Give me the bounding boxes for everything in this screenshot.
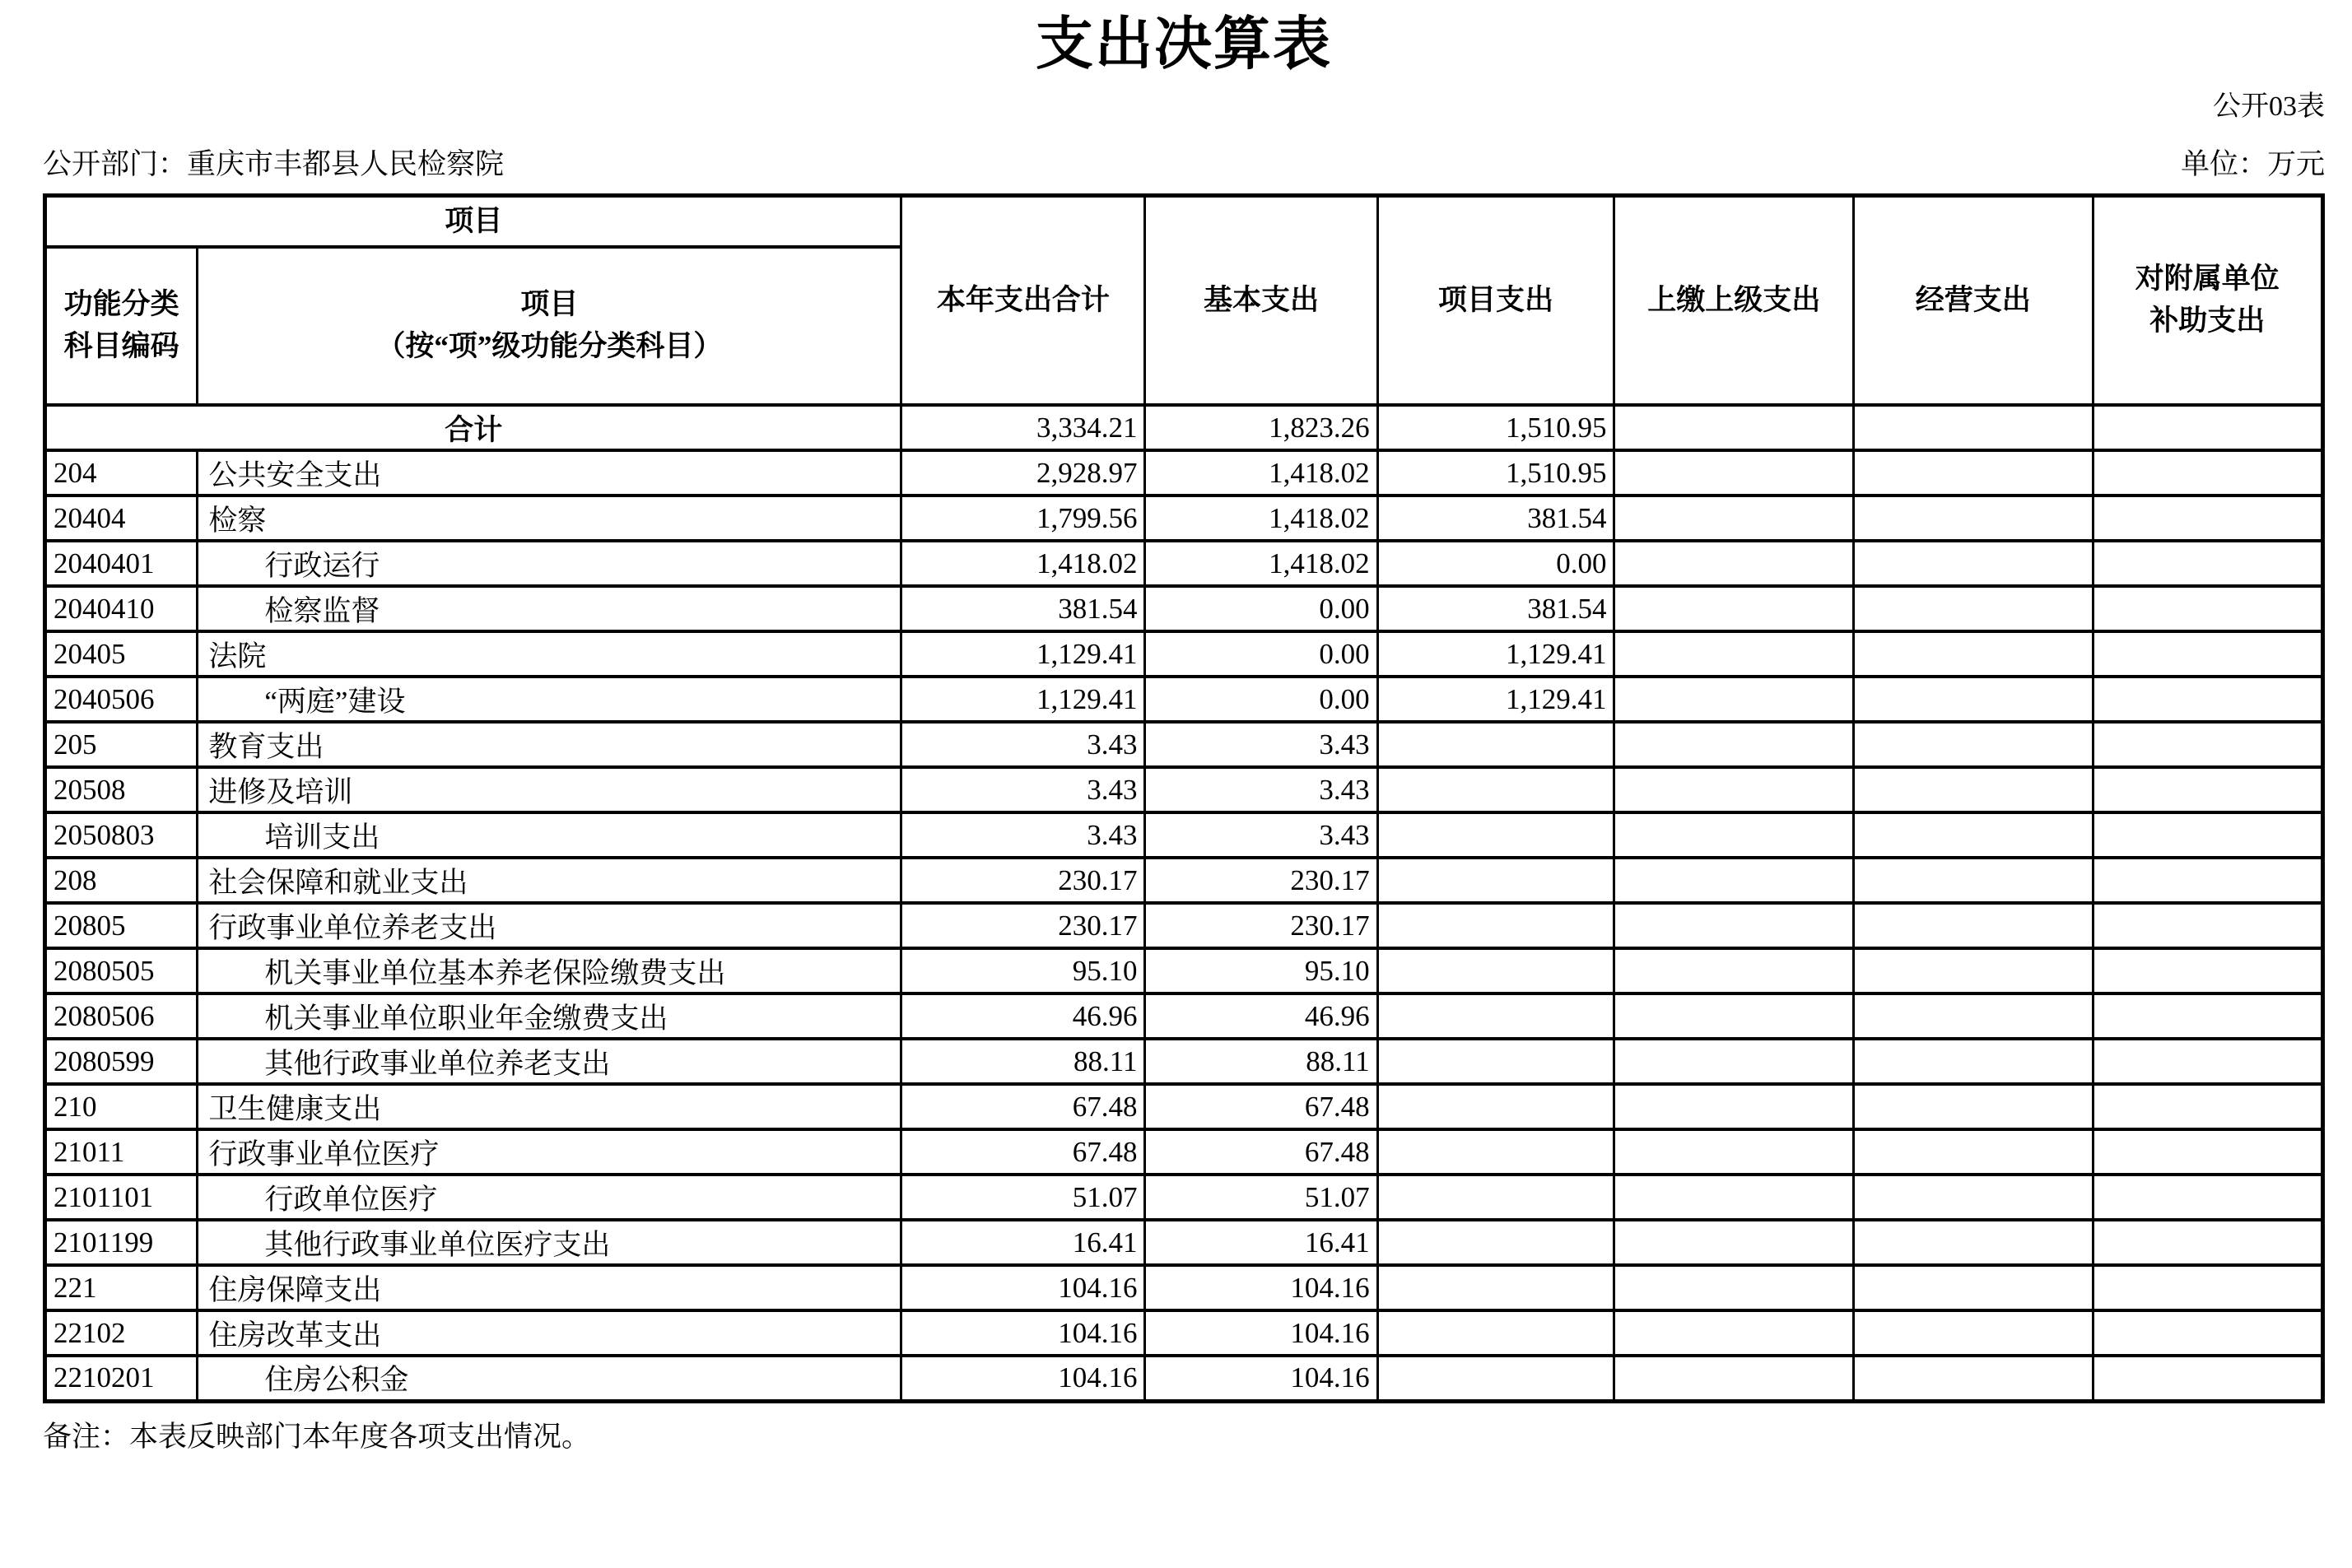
row-value-cell (1377, 1310, 1614, 1356)
row-item-cell: 其他行政事业单位医疗支出 (198, 1220, 901, 1265)
row-value-cell (1377, 1129, 1614, 1175)
row-value-cell (1614, 1265, 1854, 1310)
row-value-cell: 3.43 (901, 722, 1145, 767)
row-code-cell: 20404 (45, 496, 198, 541)
row-value-cell: 16.41 (901, 1220, 1145, 1265)
row-value-cell: 1,129.41 (1377, 677, 1614, 722)
row-value-cell: 1,418.02 (1145, 541, 1377, 586)
row-value-cell: 104.16 (901, 1310, 1145, 1356)
row-code-cell: 2210201 (45, 1356, 198, 1401)
row-value-cell (1377, 722, 1614, 767)
row-value-cell (1614, 1039, 1854, 1084)
row-value-cell: 1,418.02 (901, 541, 1145, 586)
total-label-cell: 合计 (45, 405, 901, 450)
row-value-cell (2093, 1356, 2323, 1401)
header-col-item (198, 247, 901, 405)
row-value-cell (2093, 1039, 2323, 1084)
table-header (45, 196, 2323, 406)
row-value-cell (2093, 496, 2323, 541)
total-value-cell (1853, 405, 2093, 450)
row-value-cell (2093, 677, 2323, 722)
row-value-cell: 381.54 (901, 586, 1145, 631)
row-item-cell: 行政事业单位医疗 (198, 1129, 901, 1175)
row-value-cell (1853, 586, 2093, 631)
header-col-subsidy-line1: 对附属单位 (2135, 263, 2280, 295)
row-value-cell (1614, 767, 1854, 812)
table-row (45, 1265, 2323, 1310)
row-value-cell: 1,129.41 (901, 631, 1145, 677)
row-value-cell: 67.48 (901, 1084, 1145, 1129)
row-value-cell (1614, 631, 1854, 677)
department-label: 公开部门：重庆市丰都县人民检察院 (43, 148, 505, 181)
row-value-cell: 88.11 (901, 1039, 1145, 1084)
table-row (45, 541, 2323, 586)
row-value-cell (2093, 1310, 2323, 1356)
row-item-cell: 检察监督 (198, 586, 901, 631)
table-row (45, 812, 2323, 858)
row-value-cell (1853, 1129, 2093, 1175)
row-value-cell (2093, 722, 2323, 767)
row-value-cell (1853, 1084, 2093, 1129)
table-row (45, 722, 2323, 767)
row-code-cell: 2040401 (45, 541, 198, 586)
row-value-cell (1377, 903, 1614, 948)
row-value-cell (2093, 1129, 2323, 1175)
row-value-cell: 3.43 (1145, 812, 1377, 858)
table-row (45, 858, 2323, 903)
row-value-cell: 46.96 (901, 993, 1145, 1039)
table-row (45, 767, 2323, 812)
row-value-cell: 3.43 (901, 812, 1145, 858)
row-value-cell: 104.16 (901, 1356, 1145, 1401)
row-value-cell (2093, 450, 2323, 496)
table-row (45, 496, 2323, 541)
row-value-cell (1614, 1129, 1854, 1175)
row-value-cell: 16.41 (1145, 1220, 1377, 1265)
row-code-cell: 210 (45, 1084, 198, 1129)
row-value-cell: 2,928.97 (901, 450, 1145, 496)
header-col-total: 本年支出合计 (901, 196, 1145, 406)
row-code-cell: 2040506 (45, 677, 198, 722)
row-value-cell (1377, 1084, 1614, 1129)
row-value-cell: 67.48 (901, 1129, 1145, 1175)
row-value-cell: 3.43 (1145, 722, 1377, 767)
row-value-cell (1614, 993, 1854, 1039)
table-row (45, 948, 2323, 993)
row-value-cell (2093, 903, 2323, 948)
row-value-cell: 0.00 (1145, 586, 1377, 631)
row-value-cell (1614, 812, 1854, 858)
row-item-cell: 培训支出 (198, 812, 901, 858)
row-value-cell (1377, 1039, 1614, 1084)
header-col-subsidy (2093, 196, 2323, 406)
row-value-cell: 1,418.02 (1145, 450, 1377, 496)
row-item-cell: 住房改革支出 (198, 1310, 901, 1356)
row-value-cell (1853, 1310, 2093, 1356)
row-value-cell: 3.43 (1145, 767, 1377, 812)
row-value-cell: 51.07 (1145, 1175, 1377, 1220)
row-code-cell: 2040410 (45, 586, 198, 631)
row-item-cell: 进修及培训 (198, 767, 901, 812)
row-value-cell: 104.16 (1145, 1310, 1377, 1356)
row-value-cell (2093, 948, 2323, 993)
row-value-cell: 381.54 (1377, 586, 1614, 631)
row-value-cell: 0.00 (1377, 541, 1614, 586)
total-value-cell: 1,823.26 (1145, 405, 1377, 450)
row-value-cell (1853, 541, 2093, 586)
row-item-cell: 公共安全支出 (198, 450, 901, 496)
table-row (45, 586, 2323, 631)
row-value-cell: 1,510.95 (1377, 450, 1614, 496)
row-value-cell (1614, 903, 1854, 948)
row-value-cell (1614, 541, 1854, 586)
row-value-cell (2093, 1175, 2323, 1220)
row-value-cell (1853, 812, 2093, 858)
row-item-cell: 行政单位医疗 (198, 1175, 901, 1220)
row-value-cell (1614, 677, 1854, 722)
row-code-cell: 2101101 (45, 1175, 198, 1220)
row-value-cell (1377, 993, 1614, 1039)
row-value-cell (2093, 1265, 2323, 1310)
row-item-cell: “两庭”建设 (198, 677, 901, 722)
row-value-cell (1614, 722, 1854, 767)
row-code-cell: 2080599 (45, 1039, 198, 1084)
table-row (45, 993, 2323, 1039)
row-value-cell: 95.10 (1145, 948, 1377, 993)
row-value-cell (1614, 948, 1854, 993)
row-code-cell: 22102 (45, 1310, 198, 1356)
row-code-cell: 2101199 (45, 1220, 198, 1265)
table-row (45, 1356, 2323, 1401)
row-value-cell (1377, 858, 1614, 903)
row-value-cell (1614, 1084, 1854, 1129)
header-col-code (45, 247, 198, 405)
row-code-cell: 2080506 (45, 993, 198, 1039)
row-value-cell (1853, 1356, 2093, 1401)
row-value-cell (1377, 1175, 1614, 1220)
info-row (43, 147, 2325, 182)
row-value-cell (1853, 767, 2093, 812)
header-col-subsidy-line2: 补助支出 (2149, 305, 2266, 337)
unit-label: 单位：万元 (2180, 148, 2325, 181)
row-value-cell (1614, 1310, 1854, 1356)
row-item-cell: 行政运行 (198, 541, 901, 586)
row-value-cell: 51.07 (901, 1175, 1145, 1220)
row-value-cell: 230.17 (1145, 903, 1377, 948)
row-value-cell (2093, 1220, 2323, 1265)
row-value-cell (1853, 631, 2093, 677)
row-value-cell: 0.00 (1145, 677, 1377, 722)
row-value-cell (1853, 903, 2093, 948)
row-code-cell: 221 (45, 1265, 198, 1310)
row-value-cell (1853, 1220, 2093, 1265)
row-value-cell (1614, 586, 1854, 631)
total-value-cell: 1,510.95 (1377, 405, 1614, 450)
row-item-cell: 检察 (198, 496, 901, 541)
row-value-cell (1614, 450, 1854, 496)
row-code-cell: 20405 (45, 631, 198, 677)
table-row (45, 1039, 2323, 1084)
table-row (45, 631, 2323, 677)
row-item-cell: 行政事业单位养老支出 (198, 903, 901, 948)
row-value-cell (1853, 1039, 2093, 1084)
row-value-cell: 104.16 (1145, 1265, 1377, 1310)
header-row-group (45, 196, 2323, 248)
row-code-cell: 2080505 (45, 948, 198, 993)
table-row (45, 1175, 2323, 1220)
row-value-cell (1377, 1265, 1614, 1310)
row-code-cell: 208 (45, 858, 198, 903)
row-value-cell: 3.43 (901, 767, 1145, 812)
row-value-cell (2093, 767, 2323, 812)
row-value-cell (1377, 948, 1614, 993)
row-value-cell (2093, 586, 2323, 631)
row-value-cell (1377, 1220, 1614, 1265)
row-value-cell: 1,129.41 (1377, 631, 1614, 677)
row-value-cell (1853, 993, 2093, 1039)
row-value-cell: 0.00 (1145, 631, 1377, 677)
row-value-cell (2093, 993, 2323, 1039)
total-value-cell: 3,334.21 (901, 405, 1145, 450)
row-value-cell (2093, 1084, 2323, 1129)
row-value-cell (1614, 496, 1854, 541)
row-value-cell (1614, 1220, 1854, 1265)
row-code-cell: 204 (45, 450, 198, 496)
row-value-cell (2093, 631, 2323, 677)
row-value-cell (1377, 812, 1614, 858)
row-value-cell: 230.17 (1145, 858, 1377, 903)
expenditure-table (43, 193, 2325, 1403)
row-value-cell (1853, 948, 2093, 993)
table-row (45, 903, 2323, 948)
row-item-cell: 社会保障和就业支出 (198, 858, 901, 903)
row-value-cell: 381.54 (1377, 496, 1614, 541)
total-value-cell (2093, 405, 2323, 450)
header-col-code-line2: 科目编码 (63, 330, 179, 363)
row-value-cell: 230.17 (901, 858, 1145, 903)
total-value-cell (1614, 405, 1854, 450)
table-row (45, 1220, 2323, 1265)
footnote: 备注：本表反映部门本年度各项支出情况。 (43, 1420, 591, 1453)
row-item-cell: 卫生健康支出 (198, 1084, 901, 1129)
row-value-cell (1853, 722, 2093, 767)
row-code-cell: 205 (45, 722, 198, 767)
row-item-cell: 机关事业单位职业年金缴费支出 (198, 993, 901, 1039)
page-title: 支出决算表 (1036, 13, 1332, 77)
row-item-cell: 教育支出 (198, 722, 901, 767)
row-value-cell: 88.11 (1145, 1039, 1377, 1084)
row-value-cell: 95.10 (901, 948, 1145, 993)
table-row (45, 1129, 2323, 1175)
table-row (45, 1084, 2323, 1129)
row-value-cell (2093, 541, 2323, 586)
row-code-cell: 21011 (45, 1129, 198, 1175)
row-value-cell: 67.48 (1145, 1084, 1377, 1129)
row-value-cell: 104.16 (901, 1265, 1145, 1310)
row-value-cell (1614, 1356, 1854, 1401)
header-group-item: 项目 (45, 196, 901, 248)
row-value-cell (1853, 1175, 2093, 1220)
row-code-cell: 20508 (45, 767, 198, 812)
row-value-cell: 1,799.56 (901, 496, 1145, 541)
row-value-cell: 104.16 (1145, 1356, 1377, 1401)
sheet-code: 公开03表 (2213, 91, 2325, 123)
row-value-cell: 46.96 (1145, 993, 1377, 1039)
total-row (45, 405, 2323, 450)
row-value-cell (1377, 767, 1614, 812)
table-body (45, 405, 2323, 1401)
row-item-cell: 机关事业单位基本养老保险缴费支出 (198, 948, 901, 993)
row-value-cell (2093, 858, 2323, 903)
row-item-cell: 法院 (198, 631, 901, 677)
table-row (45, 450, 2323, 496)
header-col-item-line2: （按“项”级功能分类科目） (376, 330, 723, 363)
row-item-cell: 住房保障支出 (198, 1265, 901, 1310)
header-col-operating: 经营支出 (1853, 196, 2093, 406)
header-col-basic: 基本支出 (1145, 196, 1377, 406)
row-value-cell (1614, 1175, 1854, 1220)
row-value-cell (1853, 677, 2093, 722)
header-col-item-line1: 项目 (520, 288, 579, 321)
row-value-cell (1853, 496, 2093, 541)
row-code-cell: 2050803 (45, 812, 198, 858)
header-col-code-line1: 功能分类 (63, 288, 179, 321)
row-value-cell: 230.17 (901, 903, 1145, 948)
row-value-cell (2093, 812, 2323, 858)
row-value-cell (1614, 858, 1854, 903)
row-value-cell (1853, 858, 2093, 903)
row-value-cell (1853, 1265, 2093, 1310)
table-row (45, 677, 2323, 722)
row-item-cell: 住房公积金 (198, 1356, 901, 1401)
row-code-cell: 20805 (45, 903, 198, 948)
header-col-project: 项目支出 (1377, 196, 1614, 406)
row-value-cell: 1,129.41 (901, 677, 1145, 722)
row-item-cell: 其他行政事业单位养老支出 (198, 1039, 901, 1084)
row-value-cell: 1,418.02 (1145, 496, 1377, 541)
row-value-cell: 67.48 (1145, 1129, 1377, 1175)
row-value-cell (1853, 450, 2093, 496)
header-col-upper: 上缴上级支出 (1614, 196, 1854, 406)
row-value-cell (1377, 1356, 1614, 1401)
table-row (45, 1310, 2323, 1356)
